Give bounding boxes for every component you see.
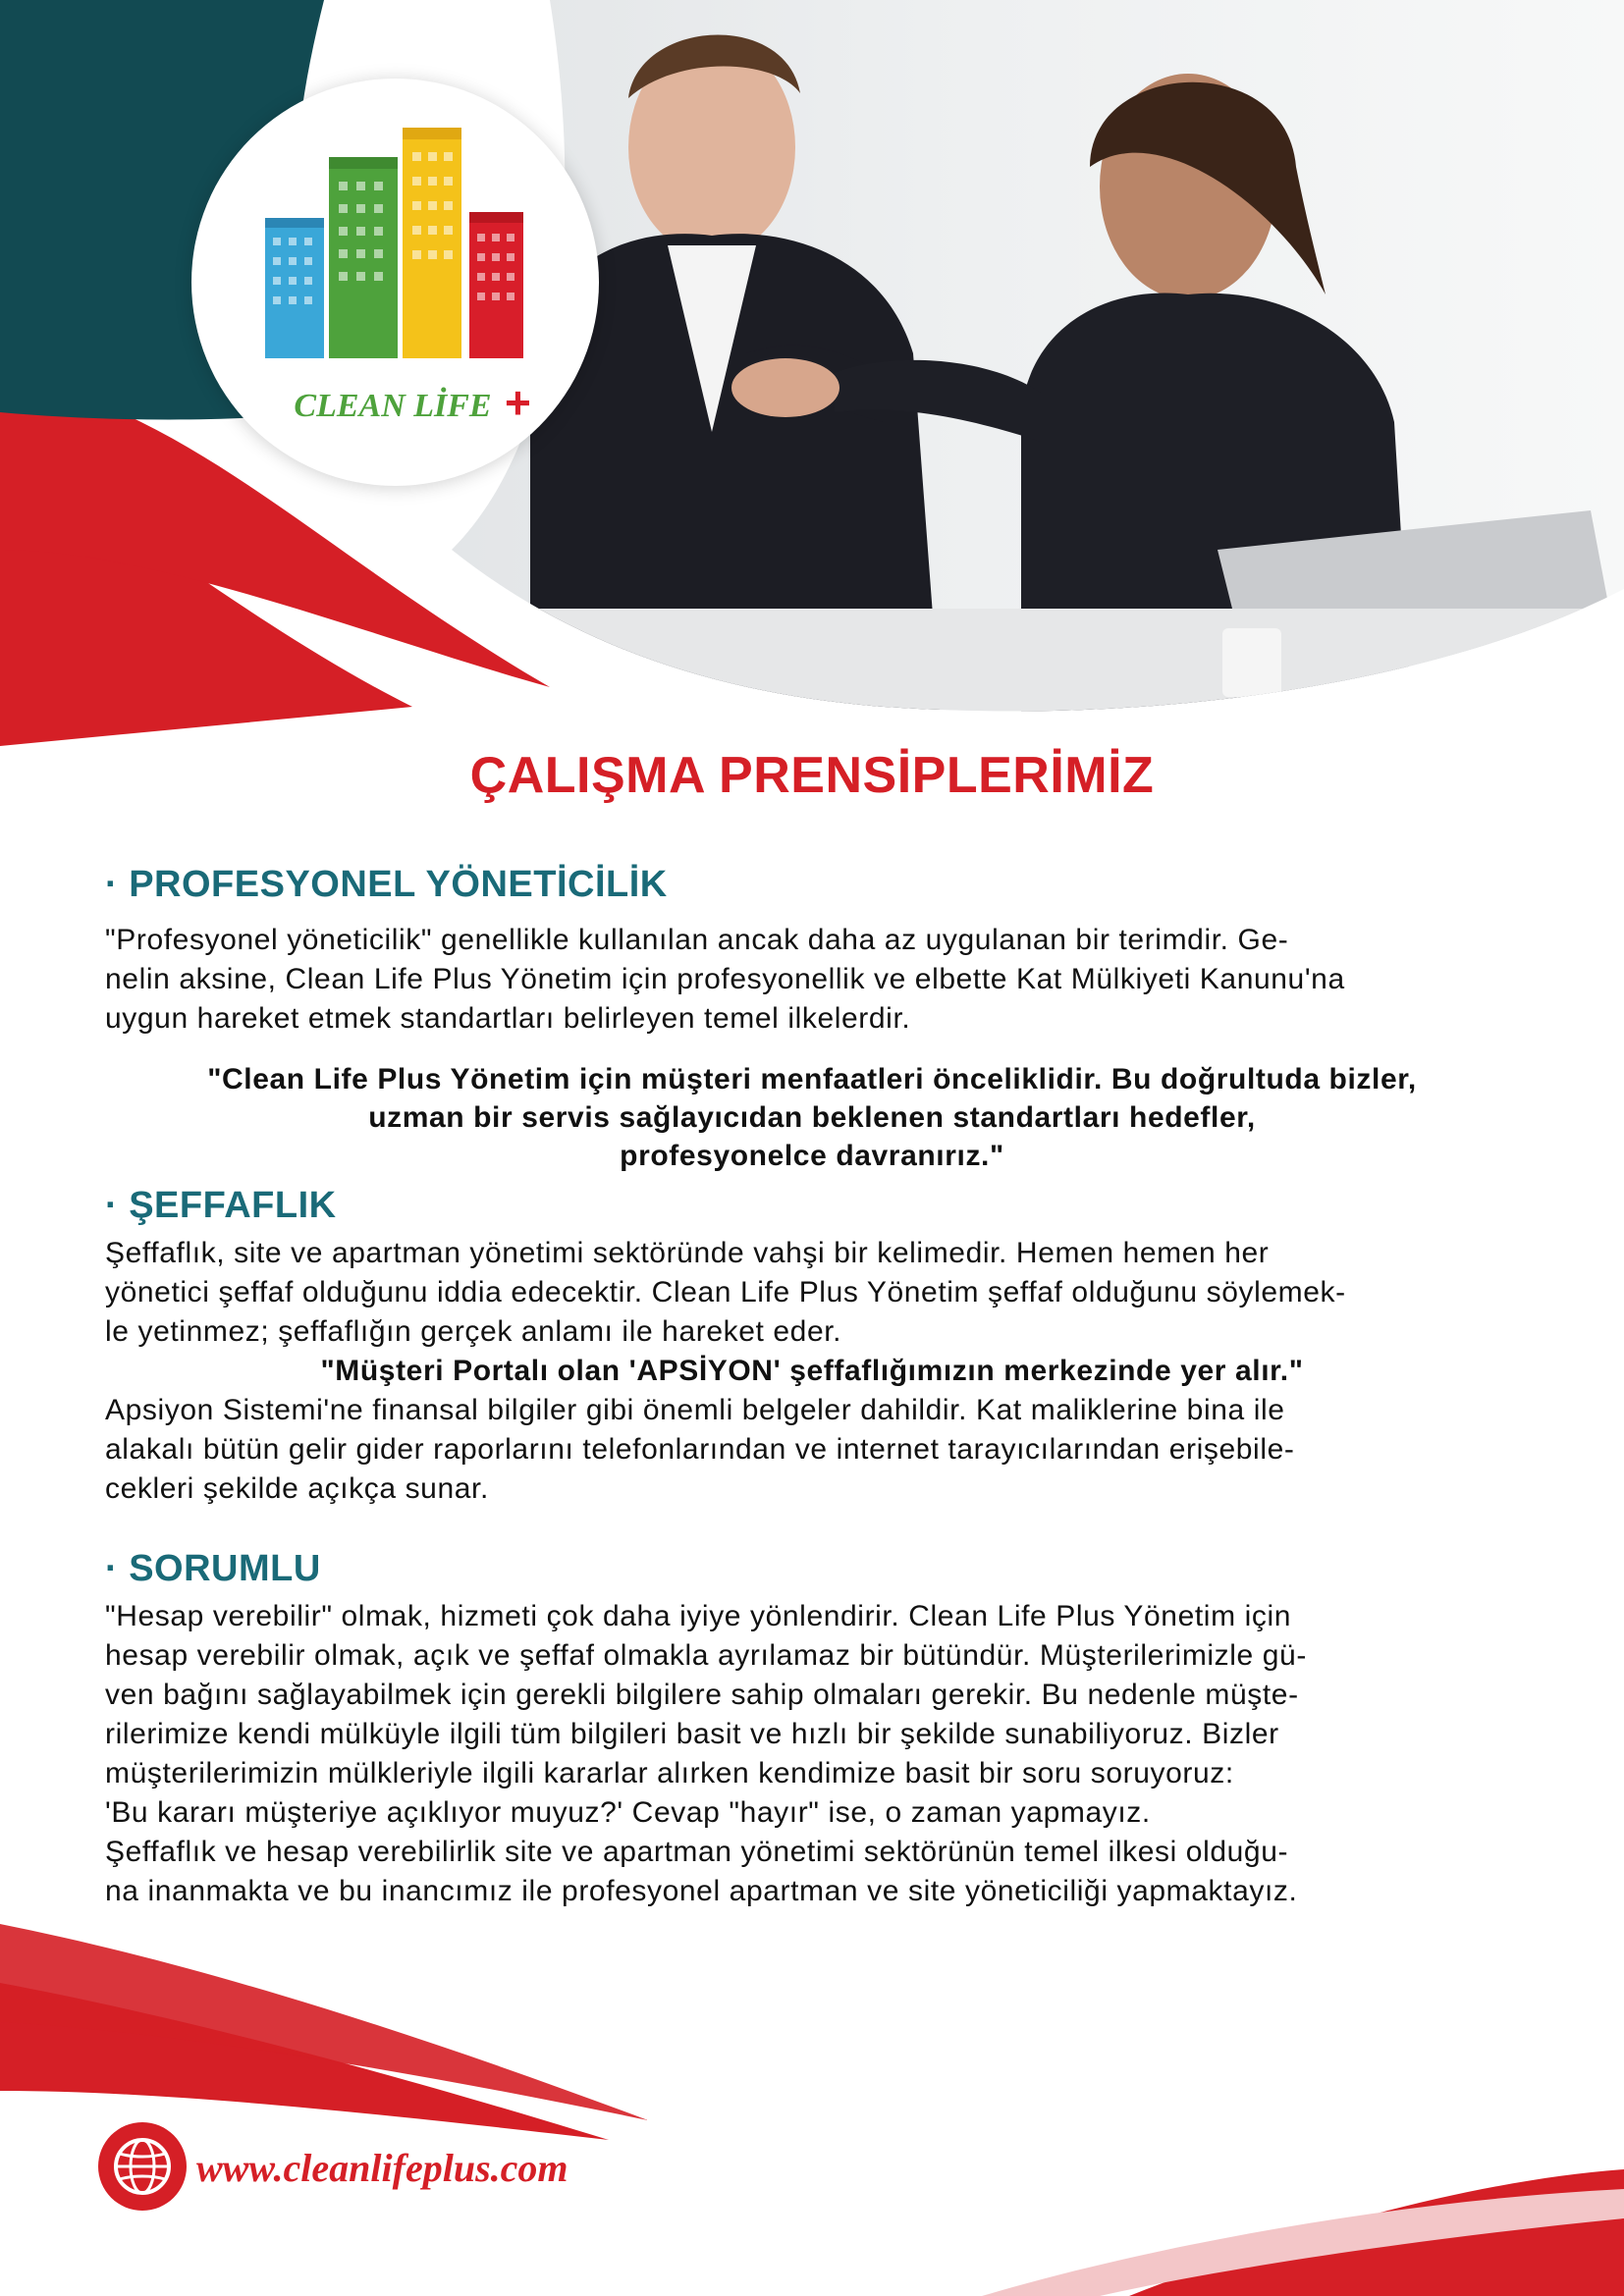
text-line: Apsiyon Sistemi'ne finansal bilgiler gibi önemli belgeler dahildir. Kat maliklerine bina ile [105, 1394, 1285, 1426]
text-line: yönetici şeffaf olduğunu iddia edecektir. Clean Life Plus Yönetim şeffaf olduğunu söylemek- [105, 1276, 1346, 1308]
text-line: Şeffaflık ve hesap verebilirlik site ve apartman yönetimi sektörünün temel ilkesi olduğu- [105, 1836, 1289, 1868]
section-title-profesyonel: · PROFESYONEL YÖNETİCİLİK [105, 864, 668, 905]
section-title-sorumlu: · SORUMLU [105, 1548, 321, 1589]
footer-background [0, 1924, 1624, 2296]
text-line: na inanmakta ve bu inancımız ile profesyonel apartman ve site yöneticiliği yapmaktayız. [105, 1875, 1298, 1907]
section-body-seffaflik [105, 1234, 1524, 1352]
quote-profesyonel [79, 1060, 1545, 1175]
text-line: nelin aksine, Clean Life Plus Yönetim için profesyonellik ve elbette Kat Mülkiyeti Kanunu'na [105, 963, 1345, 995]
text-line: rilerimize kendi mülküyle ilgili tüm bilgileri basit ve hızlı bir şekilde sunabiliyoruz. Bizler [105, 1718, 1279, 1750]
text-line: uygun hareket etmek standartları belirleyen temel ilkelerdir. [105, 1002, 911, 1035]
text-line: cekleri şekilde açıkça sunar. [105, 1472, 489, 1505]
buildings-logo-icon [255, 128, 540, 363]
text-line: 'Bu kararı müşteriye açıklıyor muyuz?' Cevap "hayır" ise, o zaman yapmayız. [105, 1796, 1151, 1829]
logo-wordmark: CLEAN LİFE [294, 388, 492, 424]
quote-line: uzman bir servis sağlayıcıdan beklenen standartları hedefler, [368, 1101, 1256, 1134]
text-line: hesap verebilir olmak, açık ve şeffaf olmakla ayrılamaz bir bütündür. Müşterilerimizle gü- [105, 1639, 1307, 1672]
text-line: "Hesap verebilir" olmak, hizmeti çok daha iyiye yönlendirir. Clean Life Plus Yönetim için [105, 1600, 1292, 1632]
quote-line: "Müşteri Portalı olan 'APSİYON' şeffaflığımızın merkezinde yer alır." [320, 1355, 1304, 1387]
text-line: müşterilerimizin mülkleriyle ilgili kararlar alırken kendimize basit bir soru soruyoruz: [105, 1757, 1234, 1789]
text-line: "Profesyonel yöneticilik" genellikle kullanılan ancak daha az uygulanan bir terimdir. Ge- [105, 924, 1289, 956]
quote-line: "Clean Life Plus Yönetim için müşteri menfaatleri önceliklidir. Bu doğrultuda bizler, [207, 1063, 1417, 1095]
logo-plus-sign: + [505, 377, 531, 428]
quote-seffaflik [79, 1352, 1545, 1390]
text-line: le yetinmez; şeffaflığın gerçek anlamı ile hareket eder. [105, 1315, 842, 1348]
text-line: ven bağını sağlayabilmek için gerekli bilgilere sahip olmaları gerekir. Bu nedenle müşte- [105, 1679, 1299, 1711]
section-body-seffaflik-2 [105, 1391, 1524, 1509]
section-title-seffaflik: · ŞEFFAFLIK [105, 1185, 337, 1226]
quote-line: profesyonelce davranırız." [620, 1140, 1004, 1172]
section-body-profesyonel [105, 921, 1524, 1039]
website-link[interactable]: www.cleanlifeplus.com [196, 2146, 568, 2190]
page-title: ÇALIŞMA PRENSİPLERİMİZ [469, 747, 1155, 804]
text-line: alakalı bütün gelir gider raporlarını telefonlarından ve internet tarayıcılarından erişebile- [105, 1433, 1295, 1466]
text-line: Şeffaflık, site ve apartman yönetimi sektöründe vahşi bir kelimedir. Hemen hemen her [105, 1237, 1270, 1269]
section-body-sorumlu [105, 1597, 1524, 1911]
globe-icon [98, 2122, 187, 2211]
